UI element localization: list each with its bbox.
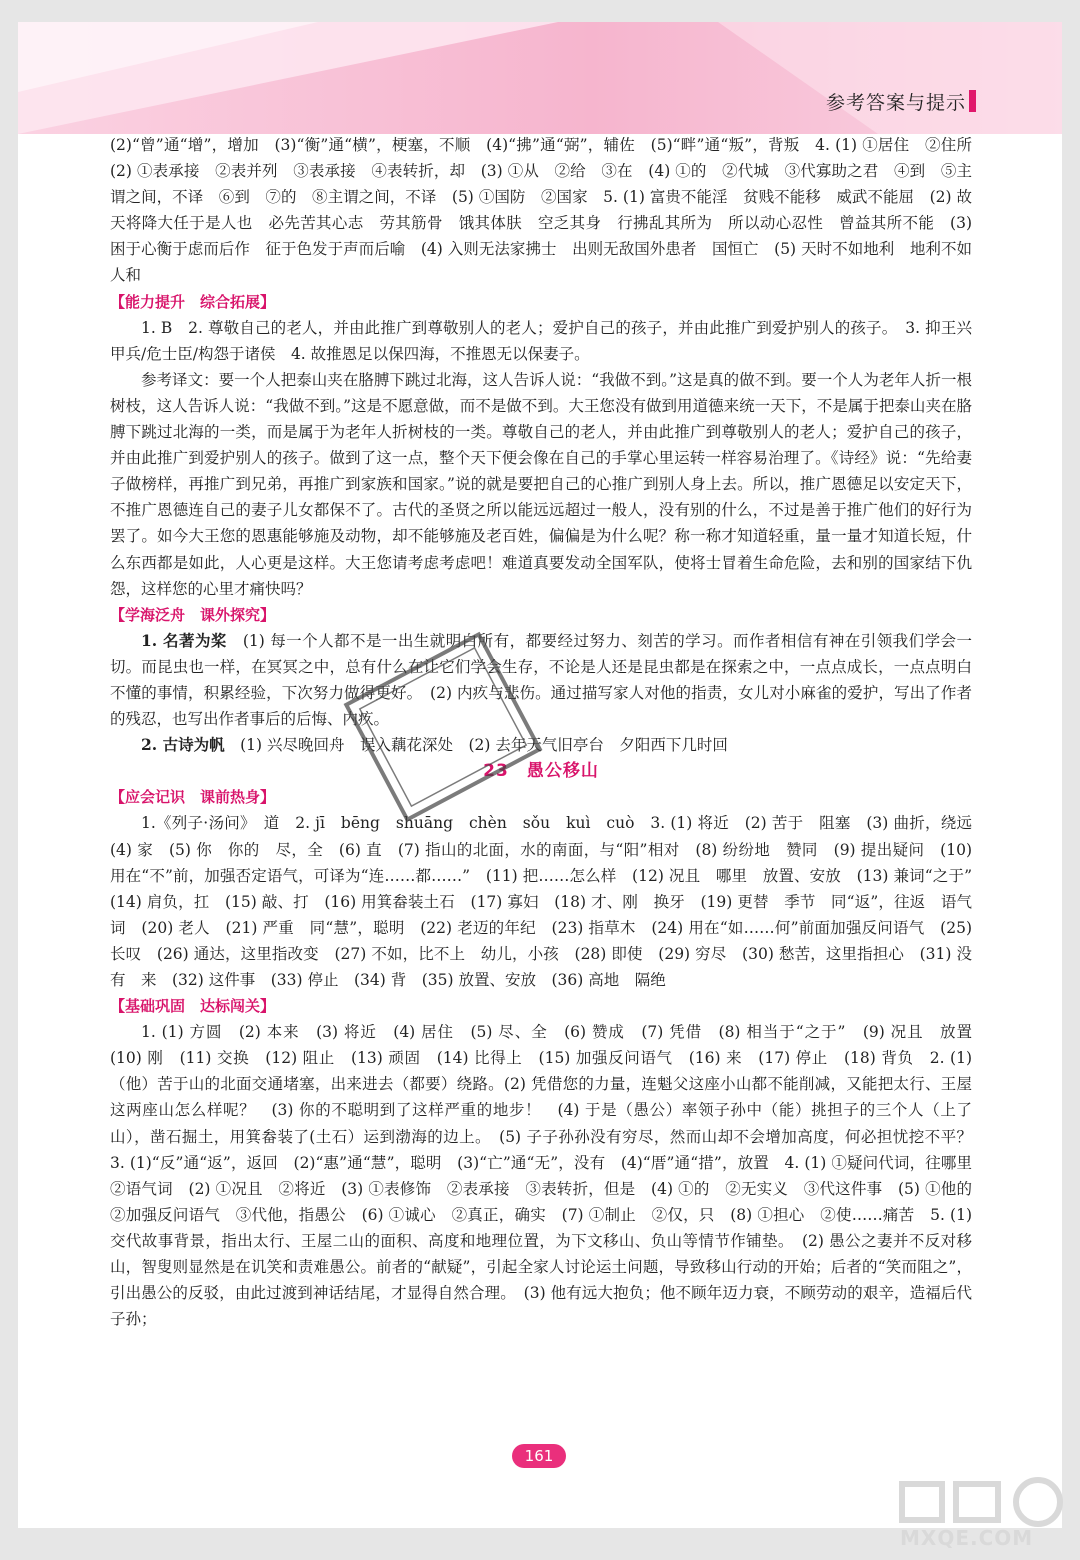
page-number: 161: [512, 1444, 566, 1468]
copyright-stamp: [338, 622, 548, 832]
section-heading: 【能力提升 综合拓展】: [110, 292, 276, 311]
answer-paragraph: 1. (1) 方圆 (2) 本来 (3) 将近 (4) 居住 (5) 尽、全 (6) 赞成 (7) 凭借 (8) 相当于“之于” (9) 况且 放置 (10) 刚 (11) 交换 (12) 阻止 (13) 顽固 (14) 比得上 (15) 加强反问语气 (16) 来 (17) 停止 (18) 背负 2. (1)（他）苦于山的北面交通堵塞，出来进去（都要）绕路。(2) 凭借您的力量，连魁父这座小山都不能削减，又能把太行、王屋这两座山怎么样呢？ (3) 你的不聪明到了这样严重的地步！ (4) 于是（愚公）率领子孙中（能）挑担子的三个人（上了山），凿石掘土，用箕畚装了(土石）运到渤海的边上。 (5) 子子孙孙没有穷尽，然而山却不会增加高度，何必担忧挖不平？ 3. (1)“反”通“返”，返回 (2)“惠”通“慧”，聪明 (3)“亡”通“无”，没有 (4)“厝”通“措”，放置 4. (1) ①疑问代词，往哪里 ②语气词 (2) ①况且 ②将近 (3) ①表修饰 ②表承接 ③表转折，但是 (4) ①的 ②无实义 ③代这件事 (5) ①他的 ②加强反问语气 ③代他，指愚公 (6) ①诚心 ②真正，确实 (7) ①制止 ②仅，只 (8) ①担心 ②使……痛苦 5. (1) 交代故事背景，指出太行、王屋二山的面积、高度和地理位置，为下文移山、负山等情节作铺垫。 (2) 愚公之妻并不反对移山，智叟则显然是在讥笑和责难愚公。前者的“献疑”，引起全家人讨论运土问题，导致移山行动的开始；后者的“笑而阻之”，引出愚公的反驳，由此过渡到神话结尾，才显得自然合理。 (3) 他有远大抱负；他不顾年迈力衰，不顾劳动的艰辛，造福后代子孙；: [110, 1023, 988, 1329]
question-lead: 1. 名著为桨: [141, 630, 227, 650]
header-band: [18, 22, 1062, 134]
section-heading: 【应会记识 课前热身】: [110, 788, 276, 807]
lesson-title: 23 愚公移山: [483, 761, 599, 782]
answer-paragraph: 1.《列子·汤问》 道 2. jī bēng shuāng chèn sǒu kuì cuò 3. (1) 将近 (2) 苦于 阻塞 (3) 曲折，绕远 (4) 家 (5) 你 你的 尽，全 (6) 直 (7) 指山的北面，水的南面，与“阳”相对 (8) 纷纷地 赞同 (9) 提出疑问 (10) 用在“不”前，加强否定语气，可译为“连……都……” (11) 把……怎么样 (12) 况且 哪里 放置、安放 (13) 兼词“之于” (14) 肩负，扛 (15) 敲、打 (16) 用箕畚装土石 (17) 寡妇 (18) 才、刚 换牙 (19) 更替 季节 同“返”，往返 语气词 (20) 老人 (21) 严重 同“慧”，聪明 (22) 老迈的年纪 (23) 指草木 (24) 用在“如……何”前面加强反问语气 (25) 长叹 (26) 通达，这里指改变 (27) 不如，比不上 幼儿，小孩 (28) 即使 (29) 穷尽 (30) 愁苦，这里指担心 (31) 没有 来 (32) 这件事 (33) 停止 (34) 背 (35) 放置、安放 (36) 高地 隔绝: [110, 814, 988, 989]
answer-paragraph: (2)“曾”通“增”，增加 (3)“衡”通“横”，梗塞，不顺 (4)“拂”通“弼”，辅佐 (5)“畔”通“叛”，背叛 4. (1) ①居住 ②住所 (2) ①表承接 ②表并列 ③表承接 ④表转折，却 (3) ①从 ②给 ③在 (4) ①的 ②代城 ③代寡助之君 ④到 ⑤主谓之间，不译 ⑥到 ⑦的 ⑧主谓之间，不译 (5) ①国防 ②国家 5. (1) 富贵不能淫 贫贱不能移 威武不能屈 (2) 故天将降大任于是人也 必先苦其心志 劳其筋骨 饿其体肤 空乏其身 行拂乱其所为 所以动心忍性 曾益其所不能 (3) 困于心衡于虑而后作 征于色发于声而后喻 (4) 入则无法家拂士 出则无敌国外患者 国恒亡 (5) 天时不如地利 地利不如人和: [110, 136, 988, 285]
answer-text: (1) 兴尽晚回舟 误入藕花深处 (2) 去年天气旧亭台 夕阳西下几时回: [224, 736, 728, 755]
section-heading: 【学海泛舟 课外探究】: [110, 605, 276, 624]
header-accent-bar: [969, 90, 976, 112]
watermark-domain: MXQE.COM: [900, 1526, 1034, 1550]
document-page: [18, 22, 1062, 1528]
header-decoration: [18, 22, 1062, 134]
section-heading: 【基础巩固 达标闯关】: [110, 997, 276, 1016]
answer-paragraph: 1. B 2. 尊敬自己的老人，并由此推广到尊敬别人的老人；爱护自己的孩子，并由此推广到爱护别人的孩子。 3. 抑王兴甲兵/危士臣/构怨于诸侯 4. 故推恩足以保四海，不推恩无以保妻子。: [110, 318, 972, 363]
header-title: 参考答案与提示: [825, 92, 966, 114]
answer-paragraph: 参考译文：要一个人把泰山夹在胳膊下跳过北海，这人告诉人说：“我做不到。”这是真的做不到。要一个人为老年人折一根树枝，这人告诉人说：“我做不到。”这是不愿意做，而不是做不到。大王您没有做到用道德来统一天下，不是属于把泰山夹在胳膊下跳过北海的一类，而是属于为老年人折树枝的一类。尊敬自己的老人，并由此推广到尊敬别人的老人；爱护自己的孩子，并由此推广到爱护别人的孩子。做到了这一点，整个天下便会像在自己的手掌心里运转一样容易治理了。《诗经》说：“先给妻子做榜样，再推广到兄弟，再推广到家族和国家。”说的就是要把自己的心推广到别人身上去。所以，推广恩德足以安定天下，不推广恩德连自己的妻子儿女都保不了。古代的圣贤之所以能远远超过一般人，没有别的什么，不过是善于推广他们的好行为罢了。如今大王您的恩惠能够施及动物，却不能够施及老百姓，偏偏是为什么呢？称一称才知道轻重，量一量才知道长短，什么东西都是如此，人心更是这样。大王您请考虑考虑吧！难道真要发动全国军队，使将士冒着生命危险，去和别的国家结下仇怨，这样您的心里才痛快吗？: [110, 370, 972, 598]
question-lead: 2. 古诗为帆: [141, 735, 225, 755]
answer-text: (1) 每一个人都不是一出生就明白所有，都要经过努力、刻苦的学习。而作者相信有神在引领我们学会一切。而昆虫也一样，在冥冥之中，总有什么在让它们学会生存，不论是人还是昆虫都是在探索之中，一点点成长，一点点明白不懂的事情，积累经验，下次努力做得更好。 (2) 内疚与悲伤。通过描写家人对他的指责，女儿对小麻雀的爱护，写出了作者的残忍，也写出作者事后的后悔、内疚。: [110, 631, 973, 729]
